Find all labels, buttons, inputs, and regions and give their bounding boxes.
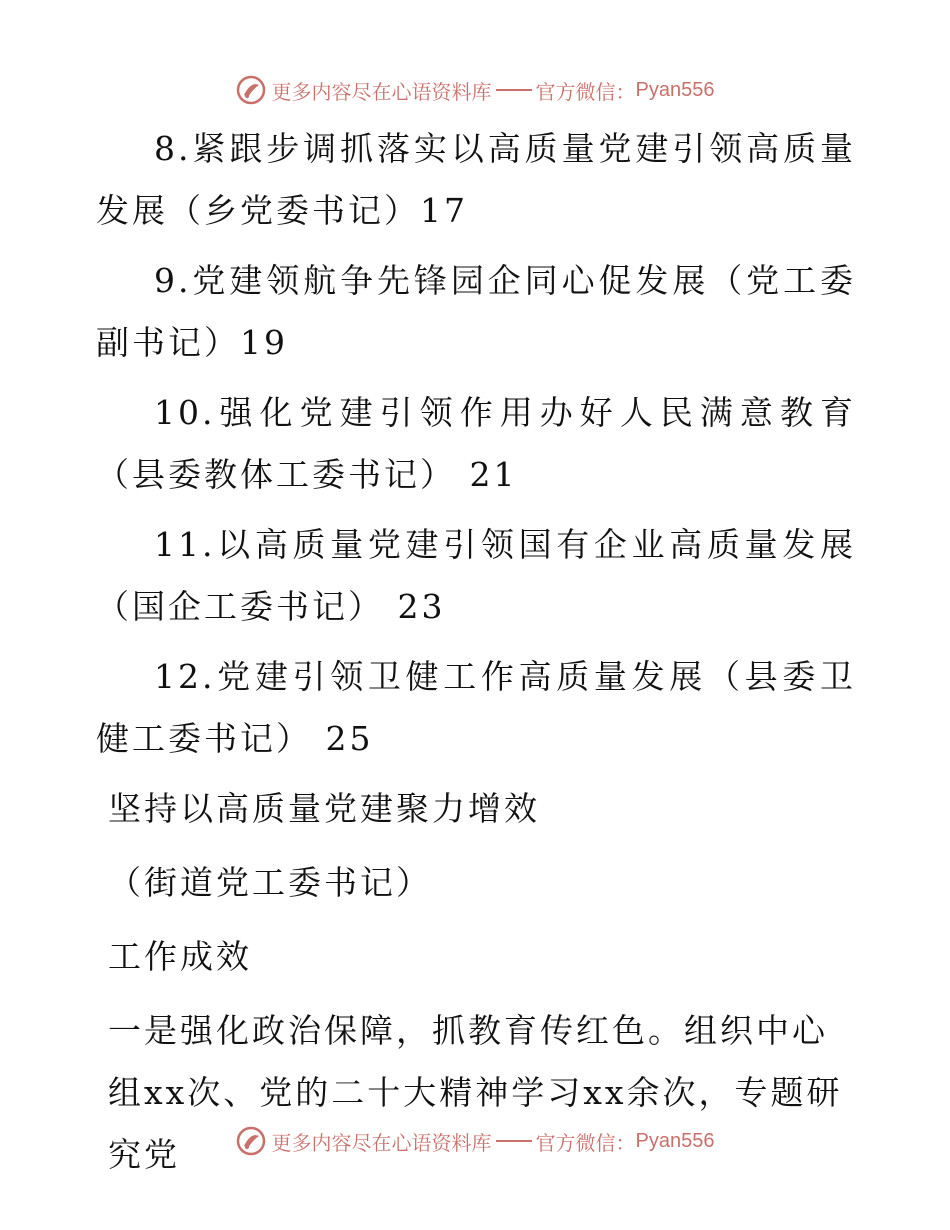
watermark-separator bbox=[496, 89, 532, 91]
section-heading: 工作成效 bbox=[108, 937, 252, 976]
watermark-id: Pyan556 bbox=[635, 1129, 715, 1152]
watermark-suffix: 官方微信： bbox=[535, 79, 636, 104]
toc-item: 11.以高质量党建引领国有企业高质量发展（国企工委书记） 23 bbox=[96, 525, 856, 626]
article-author: （街道党工委书记） bbox=[108, 863, 432, 902]
watermark-header bbox=[0, 70, 950, 110]
toc-item: 8.紧跟步调抓落实以高质量党建引领高质量发展（乡党委书记）17 bbox=[96, 129, 856, 230]
watermark-id: Pyan556 bbox=[635, 78, 715, 101]
toc-item: 10.强化党建引领作用办好人民满意教育（县委教体工委书记） 21 bbox=[96, 393, 856, 494]
article-title: 坚持以高质量党建聚力增效 bbox=[108, 789, 540, 828]
watermark-separator bbox=[496, 1140, 532, 1142]
watermark-logo-icon bbox=[236, 1126, 266, 1156]
watermark-text: 更多内容尽在心语资料库 bbox=[271, 1130, 492, 1155]
watermark-text: 更多内容尽在心语资料库 bbox=[271, 79, 492, 104]
watermark-footer bbox=[0, 1121, 950, 1161]
toc-item: 12.党建引领卫健工作高质量发展（县委卫健工委书记） 25 bbox=[96, 657, 856, 758]
body-paragraph: 一是强化政治保障，抓教育传红色。组织中心组xx次、党的二十大精神学习xx余次，专题研究党 bbox=[108, 1011, 843, 1174]
watermark-logo-icon bbox=[236, 75, 266, 105]
toc-item: 9.党建领航争先锋园企同心促发展（党工委副书记）19 bbox=[96, 261, 856, 362]
watermark-suffix: 官方微信： bbox=[535, 1130, 636, 1155]
document-body bbox=[96, 118, 856, 1186]
